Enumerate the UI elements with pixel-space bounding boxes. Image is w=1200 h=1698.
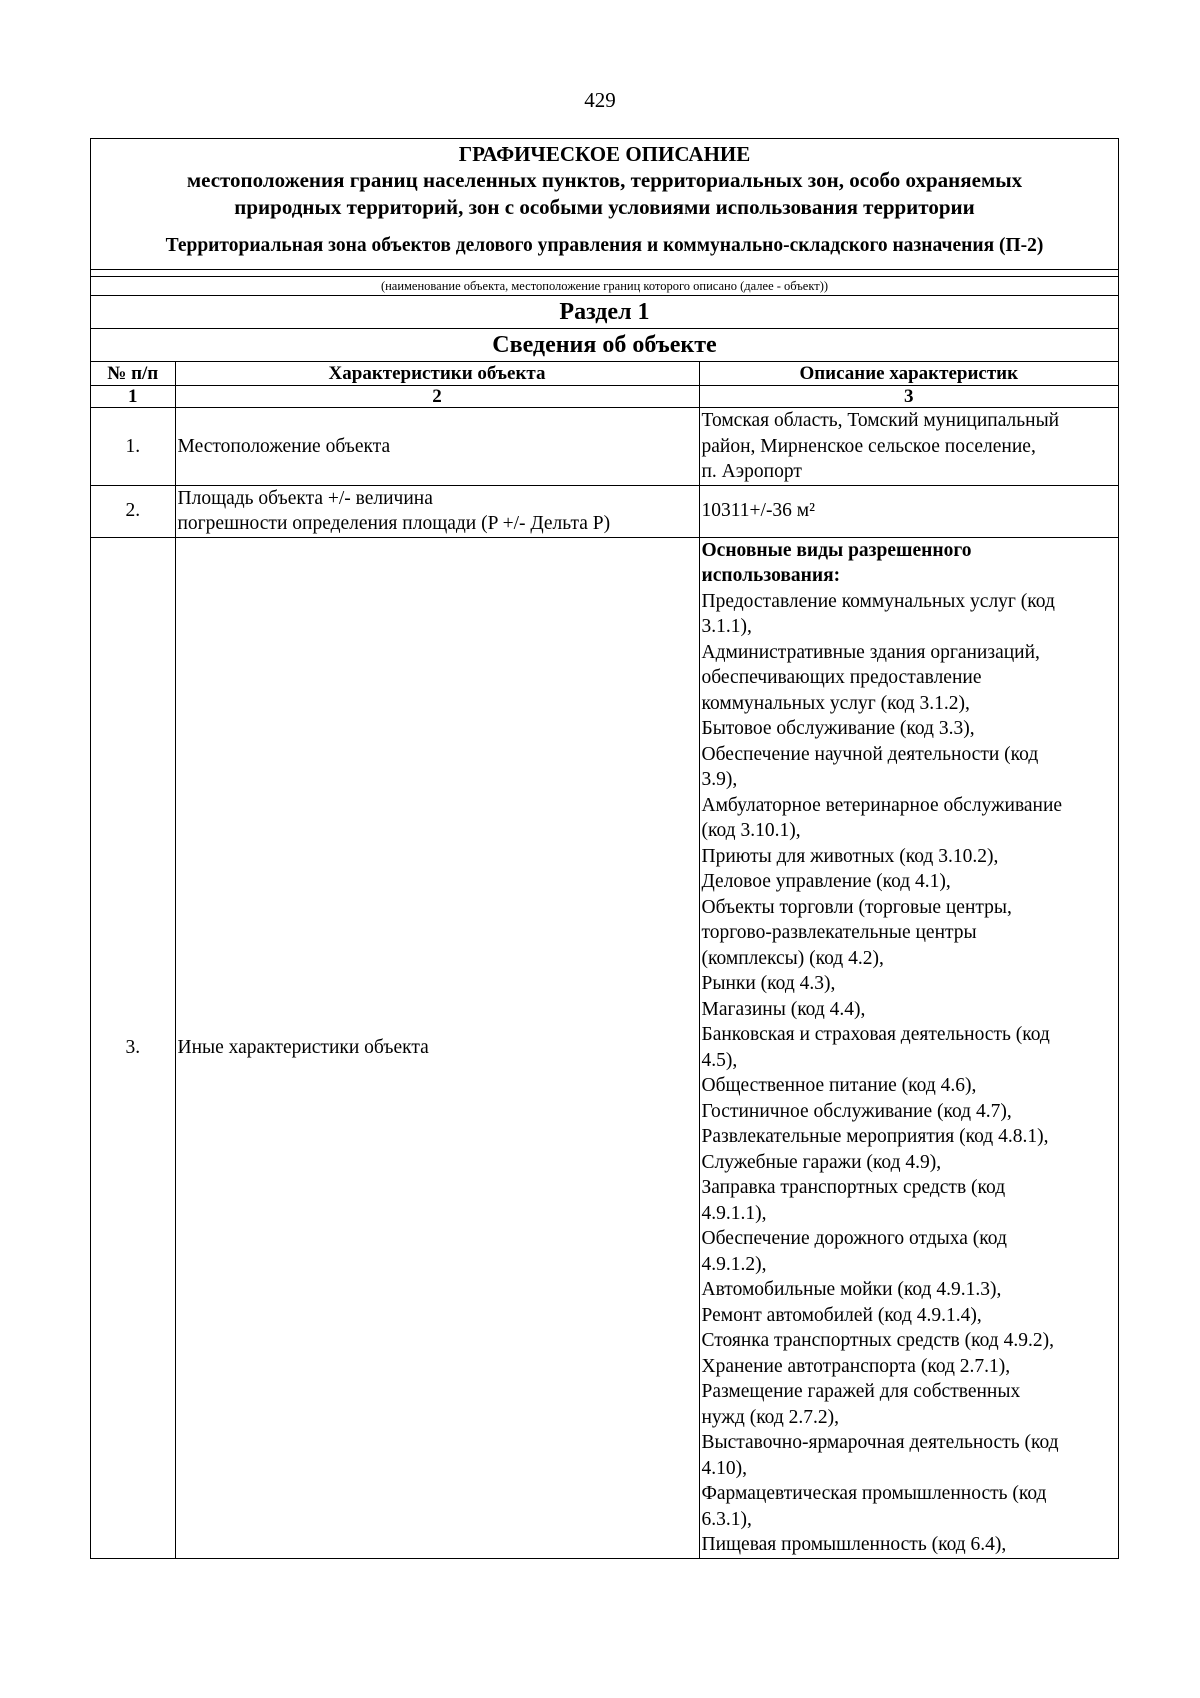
row-characteristic: Иные характеристики объекта (175, 537, 699, 1558)
permitted-use-line: Служебные гаражи (код 4.9), (701, 1151, 942, 1173)
permitted-use-line: обеспечивающих предоставление (701, 667, 982, 688)
row-description (699, 408, 1118, 486)
description-heading: использования: (701, 565, 841, 586)
permitted-use-line: Обеспечение научной деятельности (код (701, 743, 1039, 765)
section-title: Раздел 1 (91, 295, 1118, 328)
document-subtitle (91, 167, 1118, 221)
page-number: 429 (584, 88, 616, 112)
table-row (91, 408, 1118, 486)
row-number: 3. (91, 537, 175, 1558)
row-characteristic (175, 485, 699, 537)
permitted-use-line: Приюты для животных (код 3.10.2), (701, 845, 999, 867)
permitted-use-line: Амбулаторное ветеринарное обслуживание (701, 794, 1063, 816)
row-description: 10311+/-36 м² (699, 485, 1118, 537)
document-frame (90, 138, 1119, 1559)
object-caption: (наименование объекта, местоположение границ которого описано (далее - объект)) (91, 276, 1118, 295)
permitted-use-line: (код 3.10.1), (701, 820, 801, 841)
row-description (699, 537, 1118, 1558)
permitted-use-line: нужд (код 2.7.2), (701, 1406, 840, 1428)
subtitle-line: местоположения границ населенных пунктов, территориальных зон, особо охраняемых (186, 168, 1023, 192)
table-row (91, 537, 1118, 1558)
header-cell-characteristic: Характеристики объекта (175, 362, 699, 386)
table-header-row (91, 362, 1118, 386)
zone-name: Территориальная зона объектов делового управления и коммунально-складского назначения (П-2) (165, 235, 1044, 256)
description-line: п. Аэропорт (701, 461, 802, 482)
permitted-use-line: 4.5), (701, 1049, 738, 1071)
permitted-use-line: коммунальных услуг (код 3.1.2), (701, 692, 970, 714)
permitted-use-line: 4.10), (701, 1457, 747, 1479)
permitted-use-line: 3.9), (701, 769, 738, 790)
column-number-row (91, 386, 1118, 408)
description-heading: Основные виды разрешенного (701, 539, 972, 561)
permitted-use-line: (комплексы) (код 4.2), (701, 947, 884, 969)
characteristics-table (91, 361, 1118, 1558)
permitted-use-line: торгово-развлекательные центры (701, 922, 977, 943)
permitted-use-line: Гостиничное обслуживание (код 4.7), (701, 1100, 1012, 1122)
permitted-use-line: Стоянка транспортных средств (код 4.9.2), (701, 1330, 1054, 1351)
permitted-use-line: 4.9.1.2), (701, 1253, 767, 1275)
characteristic-line: погрешности определения площади (P +/- Дельта P) (177, 513, 611, 534)
column-number: 3 (699, 386, 1118, 408)
permitted-use-line: Деловое управление (код 4.1), (701, 871, 951, 892)
permitted-use-line: 4.9.1.1), (701, 1202, 767, 1224)
header-cell-description: Описание характеристик (699, 362, 1118, 386)
document-title: ГРАФИЧЕСКОЕ ОПИСАНИЕ (458, 142, 751, 166)
header-cell-number: № п/п (91, 362, 175, 386)
permitted-use-line: Бытовое обслуживание (код 3.3), (701, 718, 975, 739)
subtitle-line: природных территорий, зон с особыми условиями использования территории (234, 195, 975, 219)
characteristic-line: Площадь объекта +/- величина (177, 487, 433, 509)
column-number: 1 (91, 386, 175, 408)
permitted-use-line: Обеспечение дорожного отдыха (код (701, 1228, 1007, 1249)
description-line: Томская область, Томский муниципальный (701, 410, 1060, 431)
divider (91, 269, 1118, 276)
permitted-use-line: Развлекательные мероприятия (код 4.8.1), (701, 1126, 1049, 1147)
permitted-use-line: Заправка транспортных средств (код (701, 1177, 1006, 1198)
description-line: район, Мирненское сельское поселение, (701, 435, 1036, 457)
permitted-use-line: Предоставление коммунальных услуг (код (701, 590, 1055, 612)
permitted-use-line: Рынки (код 4.3), (701, 973, 836, 994)
permitted-use-list (702, 589, 1117, 1558)
permitted-use-line: Хранение автотранспорта (код 2.7.1), (701, 1355, 1011, 1377)
permitted-use-line: Фармацевтическая промышленность (код (701, 1483, 1047, 1504)
row-number: 2. (91, 485, 175, 537)
permitted-use-line: Ремонт автомобилей (код 4.9.1.4), (701, 1304, 982, 1326)
row-characteristic: Местоположение объекта (175, 408, 699, 486)
section-subtitle: Сведения об объекте (91, 328, 1118, 361)
permitted-use-line: 6.3.1), (701, 1508, 752, 1530)
table-row (91, 485, 1118, 537)
permitted-use-line: Пищевая промышленность (код 6.4), (701, 1534, 1007, 1555)
permitted-use-line: 3.1.1), (701, 616, 752, 637)
permitted-use-line: Общественное питание (код 4.6), (701, 1075, 977, 1096)
permitted-use-line: Объекты торговли (торговые центры, (701, 896, 1012, 918)
permitted-use-line: Административные здания организаций, (701, 641, 1040, 663)
column-number: 2 (175, 386, 699, 408)
row-number: 1. (91, 408, 175, 486)
permitted-use-line: Магазины (код 4.4), (701, 998, 866, 1020)
permitted-use-line: Размещение гаражей для собственных (701, 1381, 1021, 1402)
permitted-use-line: Автомобильные мойки (код 4.9.1.3), (701, 1279, 1002, 1300)
permitted-use-line: Банковская и страховая деятельность (код (701, 1024, 1050, 1045)
permitted-use-line: Выставочно-ярмарочная деятельность (код (701, 1432, 1059, 1453)
